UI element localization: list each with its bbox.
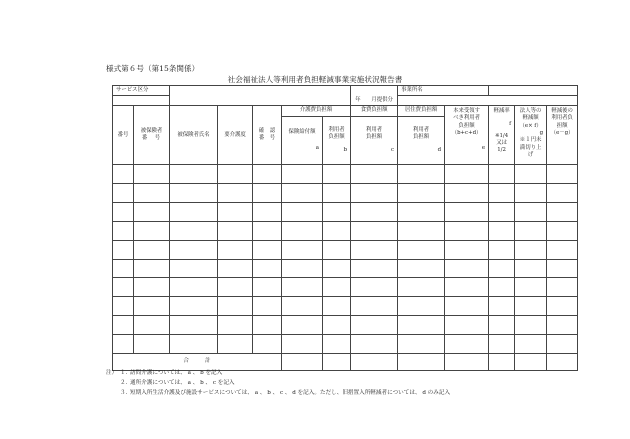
entry-cell[interactable]	[323, 165, 351, 184]
form-number: 様式第６号（第15条関係）	[106, 64, 200, 73]
entry-cell[interactable]	[445, 165, 489, 184]
entry-cell[interactable]	[445, 203, 489, 222]
entry-cell[interactable]	[489, 240, 515, 259]
office-name-value[interactable]	[489, 86, 578, 96]
entry-cell[interactable]	[489, 259, 515, 278]
table-row	[113, 259, 578, 278]
entry-cell[interactable]	[113, 335, 134, 354]
entry-cell[interactable]	[547, 316, 578, 335]
table-row	[113, 335, 578, 354]
entry-cell[interactable]	[547, 203, 578, 222]
entry-cell[interactable]	[323, 184, 351, 203]
entry-cell[interactable]	[218, 165, 253, 184]
entry-cell[interactable]	[282, 165, 323, 184]
table-row	[113, 240, 578, 259]
entry-cell[interactable]	[113, 184, 134, 203]
entry-cell[interactable]	[515, 203, 547, 222]
entry-cell[interactable]	[218, 335, 253, 354]
entry-cell[interactable]	[113, 221, 134, 240]
entry-cell[interactable]	[282, 278, 323, 297]
col-meal-user-burden: 利用者 負担額 c	[351, 117, 398, 165]
service-category-value[interactable]	[170, 86, 351, 106]
col-reduction-rate: 軽減率 f ※1/4 又は 1/2	[489, 106, 515, 165]
table-row	[113, 297, 578, 316]
entry-cell[interactable]	[134, 203, 170, 222]
entry-cell[interactable]	[323, 316, 351, 335]
entry-cell[interactable]	[218, 278, 253, 297]
note-item: ２．通所介護については、 a 、 b 、 c を記入	[120, 379, 235, 386]
entry-cell[interactable]	[515, 240, 547, 259]
entry-cell[interactable]	[253, 203, 282, 222]
entry-cell[interactable]	[282, 297, 323, 316]
total-row	[113, 353, 578, 370]
entry-cell[interactable]	[515, 278, 547, 297]
notes-mark: 注）	[106, 370, 118, 376]
office-name-label: 事業所名	[398, 86, 489, 96]
table-row	[113, 278, 578, 297]
entry-cell[interactable]	[113, 316, 134, 335]
entry-cell[interactable]	[134, 259, 170, 278]
entry-cell[interactable]	[515, 221, 547, 240]
entry-cell[interactable]	[489, 221, 515, 240]
total-cell[interactable]	[282, 353, 323, 370]
entry-cell[interactable]	[351, 259, 398, 278]
service-category-label: サービス区分	[113, 86, 170, 96]
entry-cell[interactable]	[113, 259, 134, 278]
table-row	[113, 165, 578, 184]
group-meal-fee: 食費負担額	[351, 106, 398, 117]
entry-cell[interactable]	[218, 221, 253, 240]
entry-cell[interactable]	[489, 203, 515, 222]
entry-cell[interactable]	[170, 165, 218, 184]
entry-cell[interactable]	[323, 297, 351, 316]
entry-cell[interactable]	[515, 316, 547, 335]
total-cell[interactable]	[515, 353, 547, 370]
entry-cell[interactable]	[398, 240, 445, 259]
note-item: ３．短期入所生活介護及び施設サービスについては、 a 、 b 、 c 、 d を記入。ただし、旧措置入所軽減者については、 d のみ記入	[120, 389, 451, 396]
entry-cell[interactable]	[134, 297, 170, 316]
total-cell[interactable]	[398, 353, 445, 370]
entry-cell[interactable]	[218, 184, 253, 203]
entry-cell[interactable]	[218, 316, 253, 335]
col-original-burden: 本来受領す べき利用者 負担額 （b+c+d） e	[445, 106, 489, 165]
entry-cell[interactable]	[253, 297, 282, 316]
entry-cell[interactable]	[253, 316, 282, 335]
entry-cell[interactable]	[170, 203, 218, 222]
entry-cell[interactable]	[253, 184, 282, 203]
table-row	[113, 316, 578, 335]
entry-cell[interactable]	[170, 184, 218, 203]
entry-cell[interactable]	[351, 316, 398, 335]
entry-cell[interactable]	[515, 165, 547, 184]
table-row	[113, 203, 578, 222]
entry-cell[interactable]	[253, 240, 282, 259]
entry-cell[interactable]	[398, 278, 445, 297]
entry-cell[interactable]	[170, 278, 218, 297]
entry-cell[interactable]	[398, 335, 445, 354]
entry-cell[interactable]	[398, 221, 445, 240]
entry-cell[interactable]	[445, 240, 489, 259]
report-title: 社会福祉法人等利用者負担軽減事業実施状況報告書	[227, 75, 403, 84]
entry-cell[interactable]	[134, 278, 170, 297]
entry-cell[interactable]	[170, 297, 218, 316]
entry-cell[interactable]	[351, 221, 398, 240]
entry-cell[interactable]	[253, 221, 282, 240]
entry-cell[interactable]	[515, 297, 547, 316]
total-cell[interactable]	[445, 353, 489, 370]
col-number: 番号	[113, 106, 134, 165]
entry-cell[interactable]	[218, 259, 253, 278]
entry-cell[interactable]	[282, 316, 323, 335]
entry-cell[interactable]	[323, 240, 351, 259]
entry-cell[interactable]	[253, 278, 282, 297]
entry-cell[interactable]	[134, 240, 170, 259]
entry-cell[interactable]	[445, 297, 489, 316]
entry-cell[interactable]	[445, 316, 489, 335]
entry-cell[interactable]	[489, 278, 515, 297]
entry-cell[interactable]	[134, 221, 170, 240]
col-insured-name: 被保険者氏名	[170, 106, 218, 165]
total-cell[interactable]	[547, 353, 578, 370]
period-label: 年 月提供分	[351, 86, 398, 106]
entry-cell[interactable]	[445, 259, 489, 278]
entry-cell[interactable]	[547, 259, 578, 278]
entry-cell[interactable]	[351, 184, 398, 203]
entry-cell[interactable]	[253, 335, 282, 354]
report-table	[112, 85, 578, 371]
table-row	[113, 221, 578, 240]
entry-cell[interactable]	[282, 259, 323, 278]
entry-cell[interactable]	[351, 335, 398, 354]
entry-cell[interactable]	[398, 316, 445, 335]
entry-cell[interactable]	[547, 221, 578, 240]
col-insurance-benefit: 保険給付額 a	[282, 117, 323, 165]
entry-cell[interactable]	[547, 184, 578, 203]
entry-cell[interactable]	[515, 184, 547, 203]
total-cell[interactable]	[489, 353, 515, 370]
entry-cell[interactable]	[351, 203, 398, 222]
entry-cell[interactable]	[515, 259, 547, 278]
entry-cell[interactable]	[547, 335, 578, 354]
entry-cell[interactable]	[351, 278, 398, 297]
total-cell[interactable]	[323, 353, 351, 370]
entry-cell[interactable]	[489, 316, 515, 335]
total-cell[interactable]	[351, 353, 398, 370]
entry-cell[interactable]	[515, 335, 547, 354]
entry-cell[interactable]	[218, 240, 253, 259]
entry-cell[interactable]	[398, 165, 445, 184]
entry-cell[interactable]	[323, 278, 351, 297]
group-residence-fee: 居住費負担額	[398, 106, 445, 117]
entry-cell[interactable]	[445, 335, 489, 354]
notes	[106, 369, 450, 398]
entry-cell[interactable]	[323, 335, 351, 354]
entry-cell[interactable]	[170, 259, 218, 278]
service-category-blank	[113, 96, 170, 106]
entry-cell[interactable]	[398, 259, 445, 278]
total-label: 合 計	[113, 353, 282, 370]
entry-cell[interactable]	[323, 203, 351, 222]
entry-cell[interactable]	[113, 203, 134, 222]
col-care-user-burden: 利用者 負担額 b	[323, 117, 351, 165]
entry-cell[interactable]	[134, 165, 170, 184]
entry-cell[interactable]	[547, 297, 578, 316]
entry-cell[interactable]	[547, 165, 578, 184]
entry-cell[interactable]	[170, 221, 218, 240]
entry-cell[interactable]	[134, 184, 170, 203]
entry-cell[interactable]	[113, 278, 134, 297]
entry-cell[interactable]	[489, 335, 515, 354]
entry-cell[interactable]	[547, 240, 578, 259]
entry-cell[interactable]	[282, 203, 323, 222]
entry-cell[interactable]	[489, 184, 515, 203]
entry-cell[interactable]	[398, 203, 445, 222]
col-insured-no: 被保険者 番 号	[134, 106, 170, 165]
col-corp-reduction: 法人等の 軽減額 （e× f） g ※１円未 満切り上 げ	[515, 106, 547, 165]
note-item: 注） １．訪問介護については、 a 、 b を記入	[106, 369, 450, 379]
office-name-blank	[398, 96, 578, 106]
entry-cell[interactable]	[113, 297, 134, 316]
entry-cell[interactable]	[170, 335, 218, 354]
entry-cell[interactable]	[113, 240, 134, 259]
entry-cell[interactable]	[170, 240, 218, 259]
entry-cell[interactable]	[445, 221, 489, 240]
entry-cell[interactable]	[282, 335, 323, 354]
col-confirm-no: 確 認 番 号	[253, 106, 282, 165]
entry-cell[interactable]	[282, 184, 323, 203]
entry-cell[interactable]	[547, 278, 578, 297]
entry-cell[interactable]	[113, 165, 134, 184]
group-care-fee: 介護費負担額	[282, 106, 351, 117]
entry-cell[interactable]	[253, 259, 282, 278]
entry-cell[interactable]	[134, 335, 170, 354]
entry-cell[interactable]	[134, 316, 170, 335]
entry-cell[interactable]	[253, 165, 282, 184]
entry-cell[interactable]	[282, 240, 323, 259]
entry-cell[interactable]	[489, 297, 515, 316]
entry-cell[interactable]	[489, 165, 515, 184]
entry-cell[interactable]	[170, 316, 218, 335]
col-res-user-burden: 利用者 負担額 d	[398, 117, 445, 165]
entry-cell[interactable]	[323, 221, 351, 240]
entry-cell[interactable]	[351, 165, 398, 184]
entry-cell[interactable]	[218, 297, 253, 316]
entry-cell[interactable]	[398, 184, 445, 203]
entry-cell[interactable]	[351, 240, 398, 259]
entry-cell[interactable]	[323, 259, 351, 278]
entry-cell[interactable]	[445, 184, 489, 203]
entry-cell[interactable]	[282, 221, 323, 240]
col-care-level: 要介護度	[218, 106, 253, 165]
col-after-reduction: 軽減後の 利用者負 担額 （e－g）	[547, 106, 578, 165]
entry-cell[interactable]	[445, 278, 489, 297]
entry-cell[interactable]	[398, 297, 445, 316]
entry-cell[interactable]	[218, 203, 253, 222]
table-row	[113, 184, 578, 203]
entry-cell[interactable]	[351, 297, 398, 316]
